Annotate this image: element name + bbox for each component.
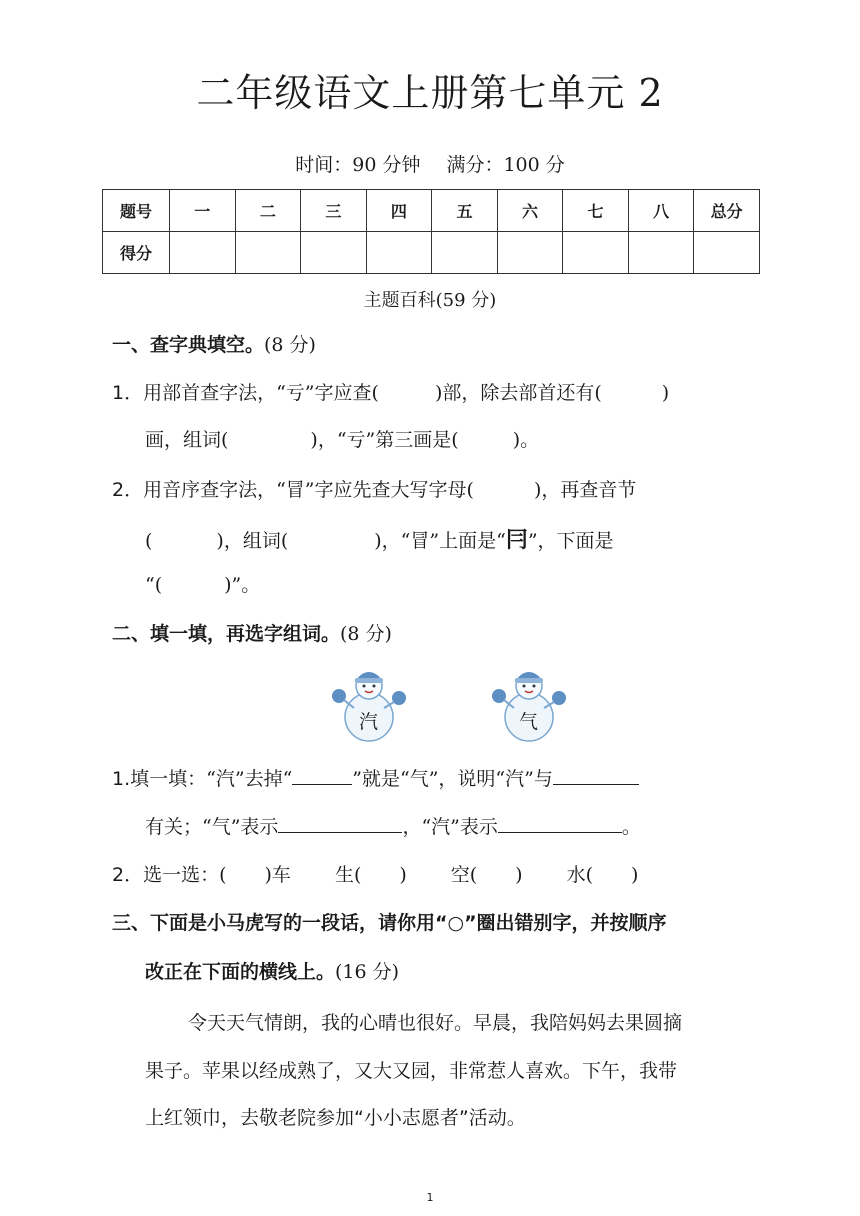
section2-q1-line2 [145, 812, 787, 839]
q-text: ”，下面是 [527, 530, 614, 552]
section3-heading-line2 [145, 957, 399, 984]
score-header-cell: 七 [563, 190, 629, 232]
q-text: 选一选： [143, 864, 220, 886]
q-text: 有关；“气”表示 [145, 816, 279, 838]
score-cell[interactable] [497, 232, 563, 274]
section1-q2-line2 [145, 523, 787, 554]
question-number: 1． [112, 382, 144, 404]
q-text: “( [145, 574, 163, 596]
section2-points: (8 分) [340, 623, 392, 645]
q-text: ”就是“气”，说明“汽”与 [352, 768, 553, 790]
q-text: )部，除去部首还有( [434, 382, 602, 404]
section2-q1-line1 [112, 764, 754, 791]
q-text: )，“亏”第三画是( [310, 429, 459, 451]
score-header-cell: 三 [301, 190, 367, 232]
section3-heading-text: 改正在下面的横线上。 [145, 961, 336, 983]
score-table-header-row [103, 190, 760, 232]
score-header-cell: 六 [497, 190, 563, 232]
q-text: 用部首查字法，“亏”字应查( [143, 382, 379, 404]
score-header-cell: 二 [235, 190, 301, 232]
section3-heading-line1 [112, 908, 667, 935]
q-text: ，“汽”表示 [402, 816, 498, 838]
q-text: 填一填：“汽”去掉“ [130, 768, 293, 790]
q-text: )，再查音节 [533, 479, 637, 501]
page-number: 1 [426, 1191, 434, 1204]
q-text: )，组词( [216, 530, 289, 552]
score-table [102, 189, 760, 274]
section-subtitle: 主题百科(59 分) [363, 290, 497, 311]
section2-q2 [112, 860, 754, 887]
score-header-cell: 总分 [694, 190, 760, 232]
q-text: 画，组词( [145, 429, 229, 451]
section3-points: (16 分) [335, 961, 400, 983]
answer-blank[interactable] [278, 814, 402, 833]
q-text: 用音序查字法，“冒”字应先查大写字母( [143, 479, 474, 501]
score-cell[interactable] [694, 232, 760, 274]
section1-heading-text: 一、查字典填空。 [112, 334, 265, 356]
exam-time: 时间：90 分钟 [295, 154, 421, 176]
q-text: )。 [512, 429, 540, 451]
section1-q1-line1 [112, 378, 754, 405]
radical-glyph: 冃 [505, 528, 528, 553]
snowman-icon [326, 664, 412, 744]
question-number: 2． [112, 864, 144, 886]
q-text: )，“冒”上面是“ [374, 530, 506, 552]
section1-heading [112, 330, 316, 357]
page-title: 二年级语文上册第七单元 2 [196, 71, 664, 115]
score-header-cell: 四 [366, 190, 432, 232]
section3-heading-text: 三、下面是小马虎写的一段话，请你用“○”圈出错别字，并按顺序 [112, 912, 667, 934]
score-header-cell: 八 [628, 190, 694, 232]
paragraph-line: 上红领巾，去敬老院参加“小小志愿者”活动。 [145, 1107, 526, 1129]
score-header-cell: 一 [170, 190, 236, 232]
question-number: 2． [112, 479, 144, 501]
score-cell[interactable] [432, 232, 498, 274]
section1-q2-line3 [145, 570, 787, 597]
snowman-icon [486, 664, 572, 744]
section2-heading-text: 二、填一填，再选字组词。 [112, 623, 341, 645]
question-number: 1. [112, 768, 131, 790]
choice-item[interactable]: 空( ) [450, 864, 523, 886]
snowman-label: 汽 [359, 711, 379, 733]
section2-heading [112, 619, 392, 646]
score-cell[interactable] [366, 232, 432, 274]
score-cell[interactable] [628, 232, 694, 274]
score-table-score-row [103, 232, 760, 274]
score-row-label: 得分 [103, 232, 170, 274]
q-text: ( [145, 530, 153, 552]
q-text: 。 [621, 816, 641, 838]
exam-full-score: 满分：100 分 [446, 154, 565, 176]
snowman-label: 气 [519, 711, 539, 733]
answer-blank[interactable] [292, 766, 352, 785]
choice-item[interactable]: 生( ) [334, 864, 407, 886]
paragraph-line: 令天天气情朗，我的心晴也很好。早晨，我陪妈妈去果圆摘 [188, 1012, 683, 1034]
score-header-cell: 五 [432, 190, 498, 232]
section1-q1-line2 [145, 425, 787, 452]
answer-blank[interactable] [553, 766, 639, 785]
section1-points: (8 分) [264, 334, 316, 356]
q-text: ) [661, 382, 670, 404]
section1-q2-line1 [112, 475, 754, 502]
choice-item[interactable]: ( )车 [219, 864, 291, 886]
paragraph-line: 果子。苹果以经成熟了，又大又园，非常惹人喜欢。下午，我带 [145, 1060, 678, 1082]
choice-item[interactable]: 水( ) [566, 864, 639, 886]
score-cell[interactable] [563, 232, 629, 274]
score-cell[interactable] [170, 232, 236, 274]
score-cell[interactable] [235, 232, 301, 274]
score-cell[interactable] [301, 232, 367, 274]
score-header-cell: 题号 [103, 190, 170, 232]
q-text: )”。 [224, 574, 261, 596]
answer-blank[interactable] [498, 814, 622, 833]
exam-meta [0, 150, 860, 177]
